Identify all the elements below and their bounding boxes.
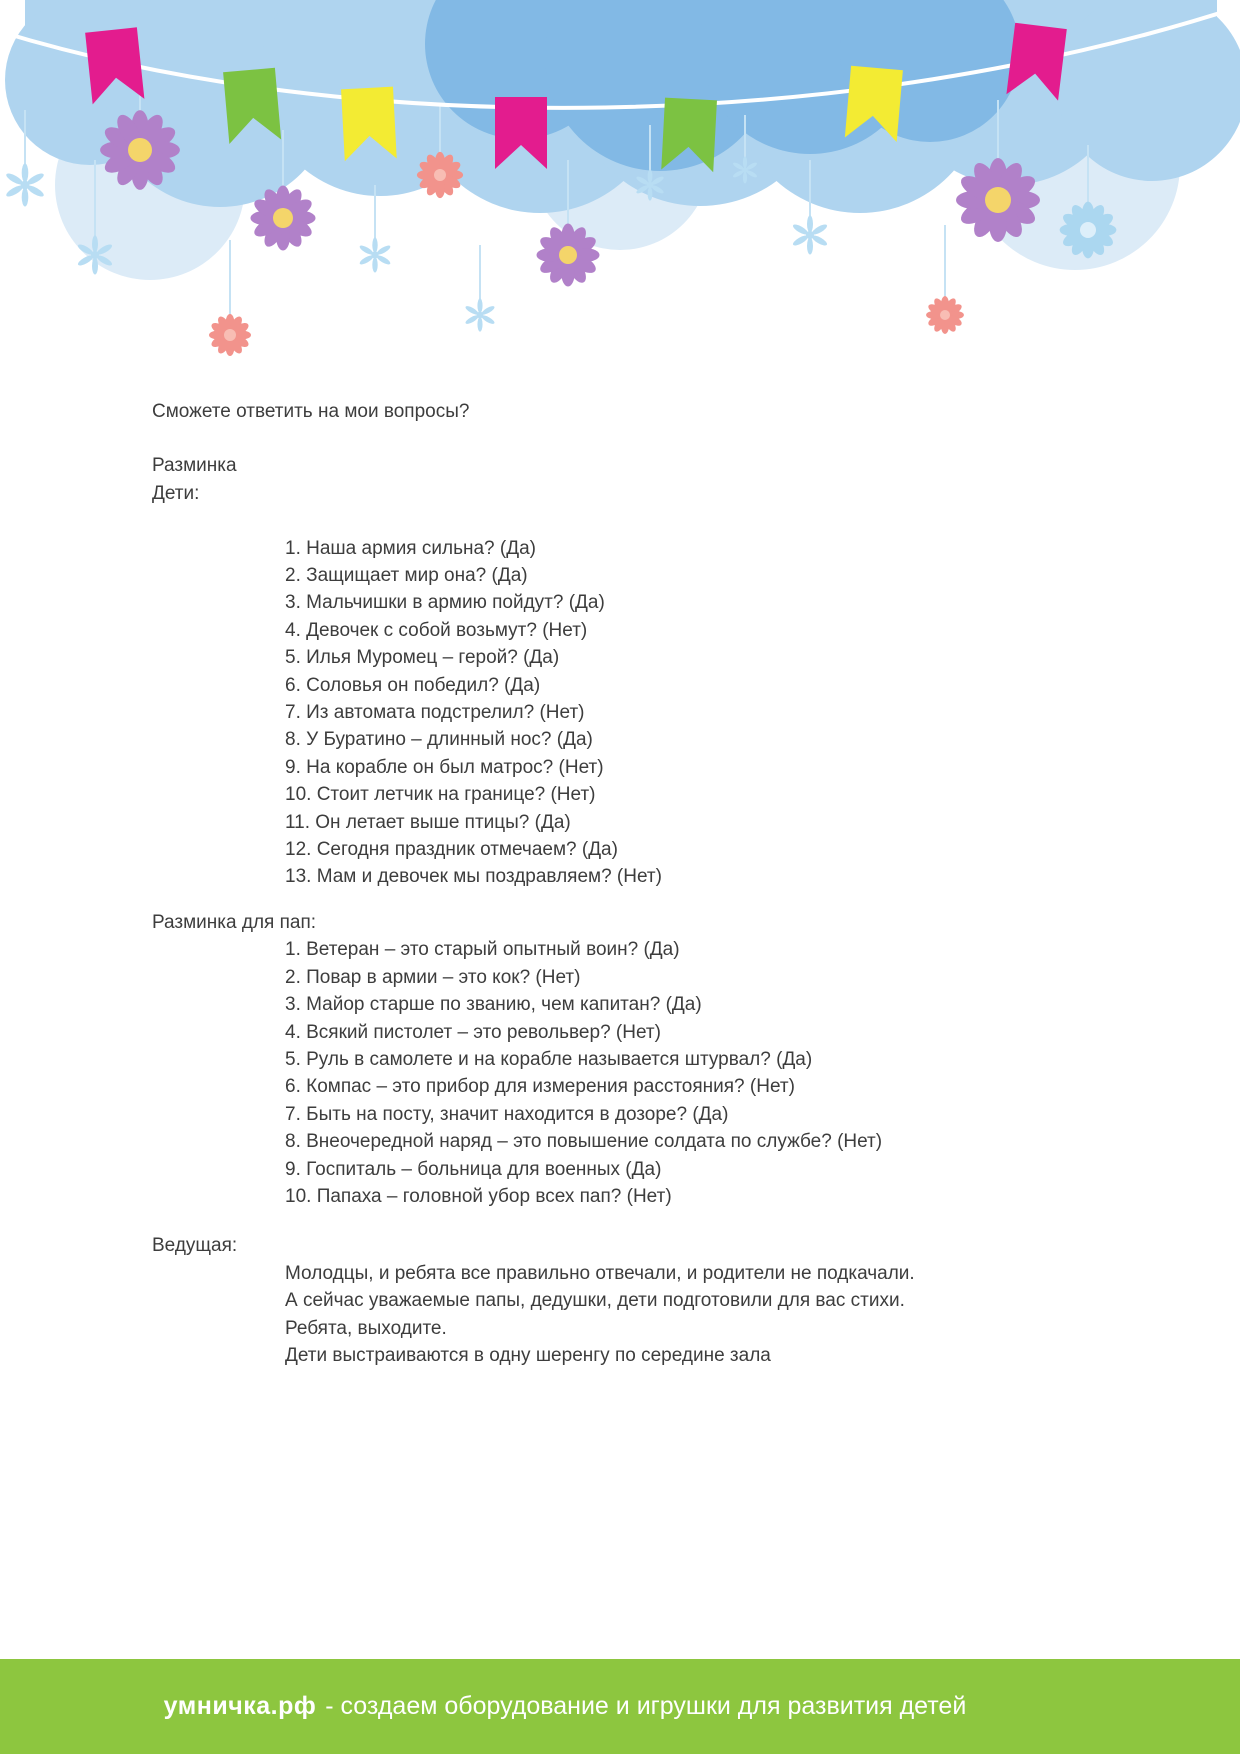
- kids-question-line: 12. Сегодня праздник отмечаем? (Да): [285, 839, 618, 861]
- footer-tagline: - создаем оборудование и игрушки для развития детей: [325, 1692, 967, 1720]
- kids-question-line: 2. Защищает мир она? (Да): [285, 565, 528, 587]
- flower-center: [273, 208, 293, 228]
- dads-warmup-title: Разминка для пап:: [152, 911, 317, 933]
- flower-center: [224, 329, 236, 341]
- intro-question: Сможете ответить на мои вопросы?: [152, 401, 470, 422]
- kids-question-line: 6. Соловья он победил? (Да): [285, 674, 541, 696]
- footer-brand: умничка.рф: [163, 1692, 317, 1720]
- purple-flower: [250, 185, 315, 250]
- dads-question-line: 1. Ветеран – это старый опытный воин? (Да): [285, 939, 680, 961]
- dads-question-line: 2. Повар в армии – это кок? (Нет): [285, 966, 581, 988]
- salmon-flower: [417, 152, 463, 198]
- bunting-flag-magenta: [1006, 23, 1066, 101]
- dads-questions-list: [285, 936, 1112, 1210]
- blue-snowflake-flower: [464, 298, 495, 331]
- blue-snowflake-flower: [792, 216, 829, 255]
- dads-question-line: 7. Быть на посту, значит находится в дозоре? (Да): [285, 1103, 729, 1125]
- dads-question-line: 10. Папаха – головной убор всех пап? (Нет): [285, 1185, 672, 1207]
- kids-question-line: 11. Он летает выше птицы? (Да): [285, 811, 571, 833]
- purple-flower: [100, 110, 180, 190]
- bunting-flag-yellow: [845, 66, 903, 142]
- blue-snowflake-flower: [358, 237, 391, 272]
- kids-warmup-title: Разминка: [152, 455, 237, 477]
- hanging-flowers: [5, 110, 1117, 356]
- kids-question-line: 5. Илья Муромец – герой? (Да): [285, 647, 560, 669]
- host-lines: [285, 1260, 1112, 1370]
- bunting-string: [0, 5, 1240, 108]
- bunting-flag-green: [223, 68, 281, 144]
- kids-question-line: 9. На корабле он был матрос? (Нет): [285, 756, 604, 778]
- blue-snowflake-flower: [635, 169, 664, 200]
- document-content: [152, 398, 1112, 1369]
- blue-snowflake-flower: [732, 156, 758, 183]
- host-line: Ребята, выходите.: [285, 1317, 447, 1339]
- dads-question-line: 5. Руль в самолете и на корабле называется штурвал? (Да): [285, 1048, 813, 1070]
- kids-question-line: 10. Стоит летчик на границе? (Нет): [285, 784, 596, 806]
- flower-strings: [25, 70, 1088, 333]
- kids-warmup-subtitle: Дети:: [152, 482, 200, 504]
- footer-text: [164, 1692, 967, 1721]
- kids-question-line: 3. Мальчишки в армию пойдут? (Да): [285, 592, 605, 614]
- cloud-mid-layer: [425, 0, 1020, 171]
- flower-center: [434, 169, 446, 181]
- bunting-flag-magenta: [85, 27, 144, 104]
- bunting-flag-yellow: [341, 87, 397, 162]
- kids-question-line: 8. У Буратино – длинный нос? (Да): [285, 729, 593, 751]
- host-line: Молодцы, и ребята все правильно отвечали, и родители не подкачали.: [285, 1262, 915, 1284]
- salmon-flower: [209, 314, 251, 356]
- kids-questions-list: [285, 535, 1112, 891]
- kids-question-line: 13. Мам и девочек мы поздравляем? (Нет): [285, 866, 662, 888]
- kids-question-line: 4. Девочек с собой возьмут? (Нет): [285, 619, 588, 641]
- purple-flower: [537, 224, 600, 287]
- blue-snowflake-flower: [5, 164, 45, 207]
- blue-flower: [1060, 202, 1117, 259]
- kids-question-line: 7. Из автомата подстрелил? (Нет): [285, 702, 585, 724]
- bunting-flags: [85, 23, 1067, 172]
- bunting-flag-green: [661, 98, 717, 173]
- cloud-light-layer: [5, 0, 1240, 213]
- flower-center: [559, 246, 577, 264]
- purple-flower: [956, 158, 1040, 242]
- salmon-flower: [926, 296, 964, 334]
- flower-center: [128, 138, 152, 162]
- flower-center: [1080, 222, 1096, 238]
- footer-bar: [0, 1659, 1240, 1754]
- blue-snowflake-flower: [77, 236, 114, 275]
- dads-question-line: 4. Всякий пистолет – это револьвер? (Нет): [285, 1021, 661, 1043]
- dads-question-line: 8. Внеочередной наряд – это повышение солдата по службе? (Нет): [285, 1131, 883, 1153]
- kids-question-line: 1. Наша армия сильна? (Да): [285, 537, 536, 559]
- bunting-flag-magenta: [495, 97, 547, 169]
- cloud-back-layer: [55, 60, 1180, 280]
- host-title: Ведущая:: [152, 1235, 238, 1257]
- dads-question-line: 6. Компас – это прибор для измерения расстояния? (Нет): [285, 1076, 795, 1098]
- dads-question-line: 3. Майор старше по званию, чем капитан? (Да): [285, 994, 702, 1016]
- host-line: Дети выстраиваются в одну шеренгу по середине зала: [285, 1344, 771, 1366]
- dads-question-line: 9. Госпиталь – больница для военных (Да): [285, 1158, 662, 1180]
- decorative-header: [0, 0, 1240, 380]
- host-line: А сейчас уважаемые папы, дедушки, дети подготовили для вас стихи.: [285, 1290, 905, 1312]
- flower-center: [940, 310, 950, 320]
- flower-center: [985, 187, 1011, 213]
